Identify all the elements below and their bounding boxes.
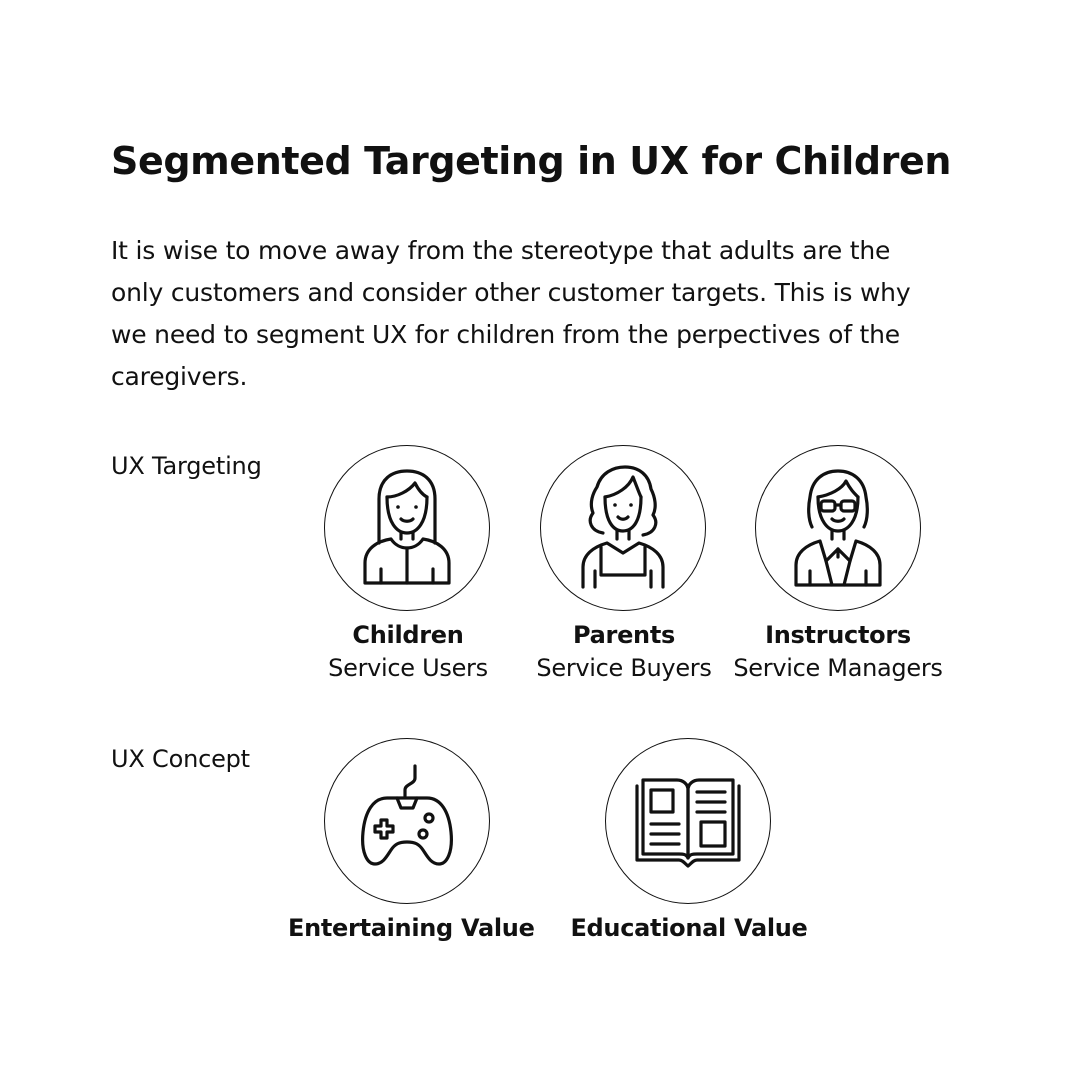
parents-title: Parents xyxy=(573,621,675,649)
parents-subtitle: Service Buyers xyxy=(536,654,712,682)
children-subtitle: Service Users xyxy=(328,654,488,682)
instructors-circle xyxy=(755,445,921,611)
children-caption xyxy=(288,619,528,685)
parents-circle xyxy=(540,445,706,611)
intro-paragraph: It is wise to move away from the stereotype that adults are the only customers and consider other customer targets. This is why we need to segment UX for children from the perpectives of the caregivers. xyxy=(111,236,911,391)
parents-caption xyxy=(504,619,744,685)
instructors-title: Instructors xyxy=(765,621,911,649)
children-title: Children xyxy=(352,621,464,649)
page-title: Segmented Targeting in UX for Children xyxy=(111,139,952,183)
parent-icon xyxy=(573,463,673,593)
ux-concept-label: UX Concept xyxy=(111,745,250,773)
child-icon xyxy=(357,463,457,593)
entertaining-circle xyxy=(324,738,490,904)
ux-targeting-label: UX Targeting xyxy=(111,452,262,480)
entertaining-caption xyxy=(288,912,535,944)
educational-caption xyxy=(569,912,809,944)
instructors-subtitle: Service Managers xyxy=(733,654,943,682)
instructor-icon xyxy=(788,463,888,593)
educational-title: Educational Value xyxy=(570,914,808,942)
gamepad-icon xyxy=(357,756,457,886)
open-book-icon xyxy=(633,756,743,886)
children-circle xyxy=(324,445,490,611)
instructors-caption xyxy=(718,619,958,685)
educational-circle xyxy=(605,738,771,904)
entertaining-title: Entertaining Value xyxy=(288,914,535,942)
